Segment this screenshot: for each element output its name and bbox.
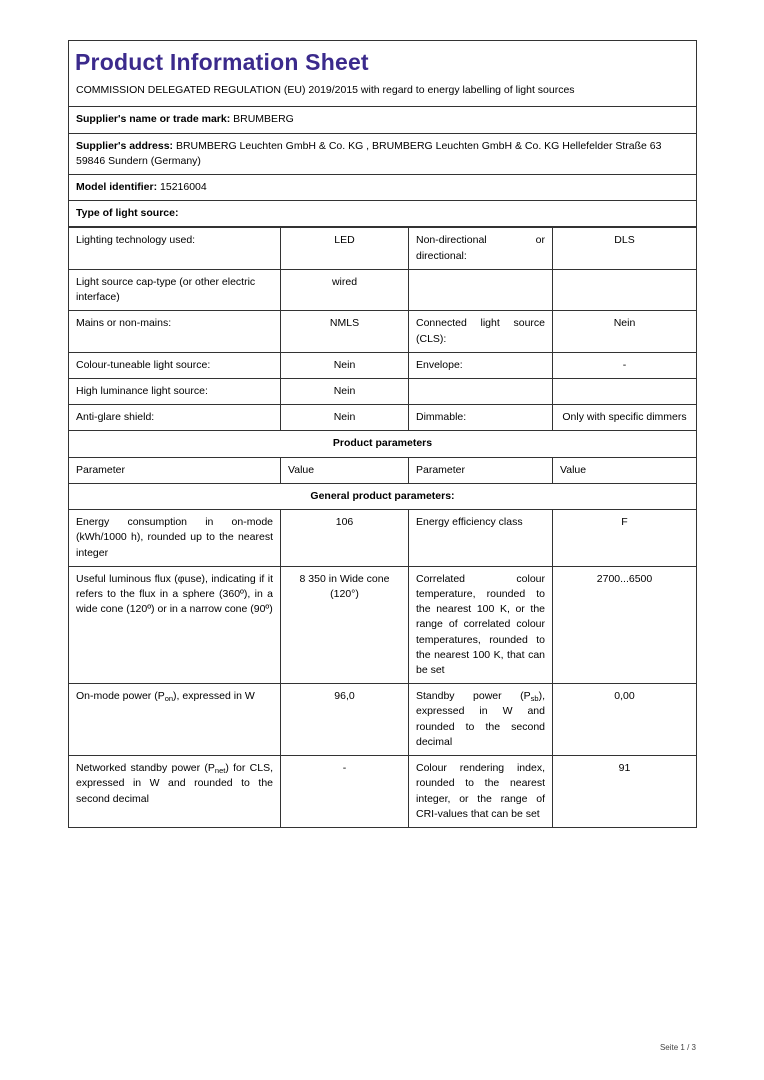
table-row bbox=[69, 566, 697, 684]
supplier-table bbox=[68, 106, 697, 227]
directionality-label: Non-directional or directional: bbox=[409, 228, 553, 269]
title-cell bbox=[69, 41, 697, 107]
networked-standby-label-pre: Networked standby power (P bbox=[76, 762, 215, 775]
energy-efficiency-class-label: Energy efficiency class bbox=[409, 510, 553, 567]
standby-power-label-post: ), expressed in W and rounded to the second decimal bbox=[416, 690, 545, 748]
correlated-colour-temperature-value: 2700...6500 bbox=[553, 566, 697, 684]
light-source-type-row bbox=[69, 201, 697, 227]
directionality-value: DLS bbox=[553, 228, 697, 269]
table-row bbox=[69, 228, 697, 269]
anti-glare-label: Anti-glare shield: bbox=[69, 405, 281, 431]
useful-luminous-flux-label: Useful luminous flux (φuse), indicating if it refers to the flux in a sphere (360º), in a wide cone (120º) or in a narrow cone (90º) bbox=[69, 566, 281, 684]
high-luminance-empty-value bbox=[553, 378, 697, 404]
connected-light-source-label: Connected light source (CLS): bbox=[409, 311, 553, 352]
lighting-technology-value: LED bbox=[281, 228, 409, 269]
light-source-type-title: Type of light source: bbox=[69, 201, 697, 227]
mains-value: NMLS bbox=[281, 311, 409, 352]
model-identifier-cell bbox=[69, 175, 697, 201]
energy-consumption-label: Energy consumption in on-mode (kWh/1000 h), rounded up to the nearest integer bbox=[69, 510, 281, 567]
parameter-header-2: Parameter bbox=[409, 457, 553, 483]
value-header-2: Value bbox=[553, 457, 697, 483]
standby-power-label bbox=[409, 684, 553, 756]
on-mode-power-value: 96,0 bbox=[281, 684, 409, 756]
table-row bbox=[69, 311, 697, 352]
standby-power-value: 0,00 bbox=[553, 684, 697, 756]
correlated-colour-temperature-label: Correlated colour temperature, rounded to the nearest 100 K, or the range of correlated colour temperatures, rounded to the nearest 100 K, that can be set bbox=[409, 566, 553, 684]
cap-type-empty-value bbox=[553, 269, 697, 310]
page-title: Product Information Sheet bbox=[75, 49, 369, 75]
envelope-label: Envelope: bbox=[409, 352, 553, 378]
product-parameters-title-row bbox=[69, 431, 697, 457]
model-identifier-label: Model identifier: bbox=[76, 181, 158, 193]
title-row bbox=[69, 41, 697, 107]
table-row bbox=[69, 405, 697, 431]
networked-standby-power-value: - bbox=[281, 756, 409, 828]
regulation-intro: COMMISSION DELEGATED REGULATION (EU) 2019/2015 with regard to energy labelling of light sources bbox=[76, 83, 575, 96]
product-information-sheet bbox=[68, 40, 696, 1052]
table-row bbox=[69, 352, 697, 378]
networked-standby-label-post: ) for CLS, expressed in W and rounded to the second decimal bbox=[76, 762, 273, 805]
general-parameters-title-row bbox=[69, 483, 697, 509]
networked-standby-power-label bbox=[69, 756, 281, 828]
cap-type-empty-label bbox=[409, 269, 553, 310]
dimmable-label: Dimmable: bbox=[409, 405, 553, 431]
anti-glare-value: Nein bbox=[281, 405, 409, 431]
table-row bbox=[69, 510, 697, 567]
supplier-address-value: BRUMBERG Leuchten GmbH & Co. KG , BRUMBERG Leuchten GmbH & Co. KG Hellefelder Straße 63 59846 Sundern (Germany) bbox=[76, 139, 662, 167]
parameter-header-1: Parameter bbox=[69, 457, 281, 483]
connected-light-source-value: Nein bbox=[553, 311, 697, 352]
on-mode-power-label-post: ), expressed in W bbox=[173, 690, 255, 703]
light-source-table bbox=[68, 227, 697, 828]
table-row bbox=[69, 269, 697, 310]
table-row bbox=[69, 756, 697, 828]
table-row bbox=[69, 684, 697, 756]
cap-type-value: wired bbox=[281, 269, 409, 310]
colour-rendering-index-label: Colour rendering index, rounded to the nearest integer, or the range of CRI-values that can be set bbox=[409, 756, 553, 828]
table-row bbox=[69, 378, 697, 404]
useful-luminous-flux-value: 8 350 in Wide cone (120°) bbox=[281, 566, 409, 684]
envelope-value: - bbox=[553, 352, 697, 378]
colour-tuneable-label: Colour-tuneable light source: bbox=[69, 352, 281, 378]
header-table bbox=[68, 40, 697, 106]
on-mode-power-subscript: on bbox=[164, 694, 174, 704]
model-identifier-row bbox=[69, 175, 697, 201]
dimmable-value: Only with specific dimmers bbox=[553, 405, 697, 431]
mains-label: Mains or non-mains: bbox=[69, 311, 281, 352]
parameter-header-row bbox=[69, 457, 697, 483]
energy-consumption-value: 106 bbox=[281, 510, 409, 567]
supplier-address-cell bbox=[69, 133, 697, 174]
high-luminance-value: Nein bbox=[281, 378, 409, 404]
general-parameters-title: General product parameters: bbox=[69, 483, 697, 509]
on-mode-power-label bbox=[69, 684, 281, 756]
high-luminance-empty-label bbox=[409, 378, 553, 404]
page-footer: Seite 1 / 3 bbox=[659, 1043, 696, 1052]
supplier-name-value: BRUMBERG bbox=[233, 113, 294, 126]
colour-rendering-index-value: 91 bbox=[553, 756, 697, 828]
cap-type-label: Light source cap-type (or other electric interface) bbox=[69, 269, 281, 310]
on-mode-power-label-pre: On-mode power (P bbox=[76, 690, 165, 703]
model-identifier-value: 15216004 bbox=[160, 181, 207, 193]
supplier-address-label: Supplier's address: bbox=[76, 139, 174, 152]
high-luminance-label: High luminance light source: bbox=[69, 378, 281, 404]
supplier-name-cell bbox=[69, 107, 697, 133]
product-parameters-title: Product parameters bbox=[69, 431, 697, 457]
colour-tuneable-value: Nein bbox=[281, 352, 409, 378]
lighting-technology-label: Lighting technology used: bbox=[69, 228, 281, 269]
standby-power-label-pre: Standby power (P bbox=[416, 690, 531, 703]
standby-power-subscript: sb bbox=[530, 694, 539, 704]
networked-standby-subscript: net bbox=[214, 766, 226, 776]
supplier-name-label: Supplier's name or trade mark: bbox=[76, 113, 231, 126]
supplier-name-row bbox=[69, 107, 697, 133]
value-header-1: Value bbox=[281, 457, 409, 483]
energy-efficiency-class-value: F bbox=[553, 510, 697, 567]
supplier-address-row bbox=[69, 133, 697, 174]
